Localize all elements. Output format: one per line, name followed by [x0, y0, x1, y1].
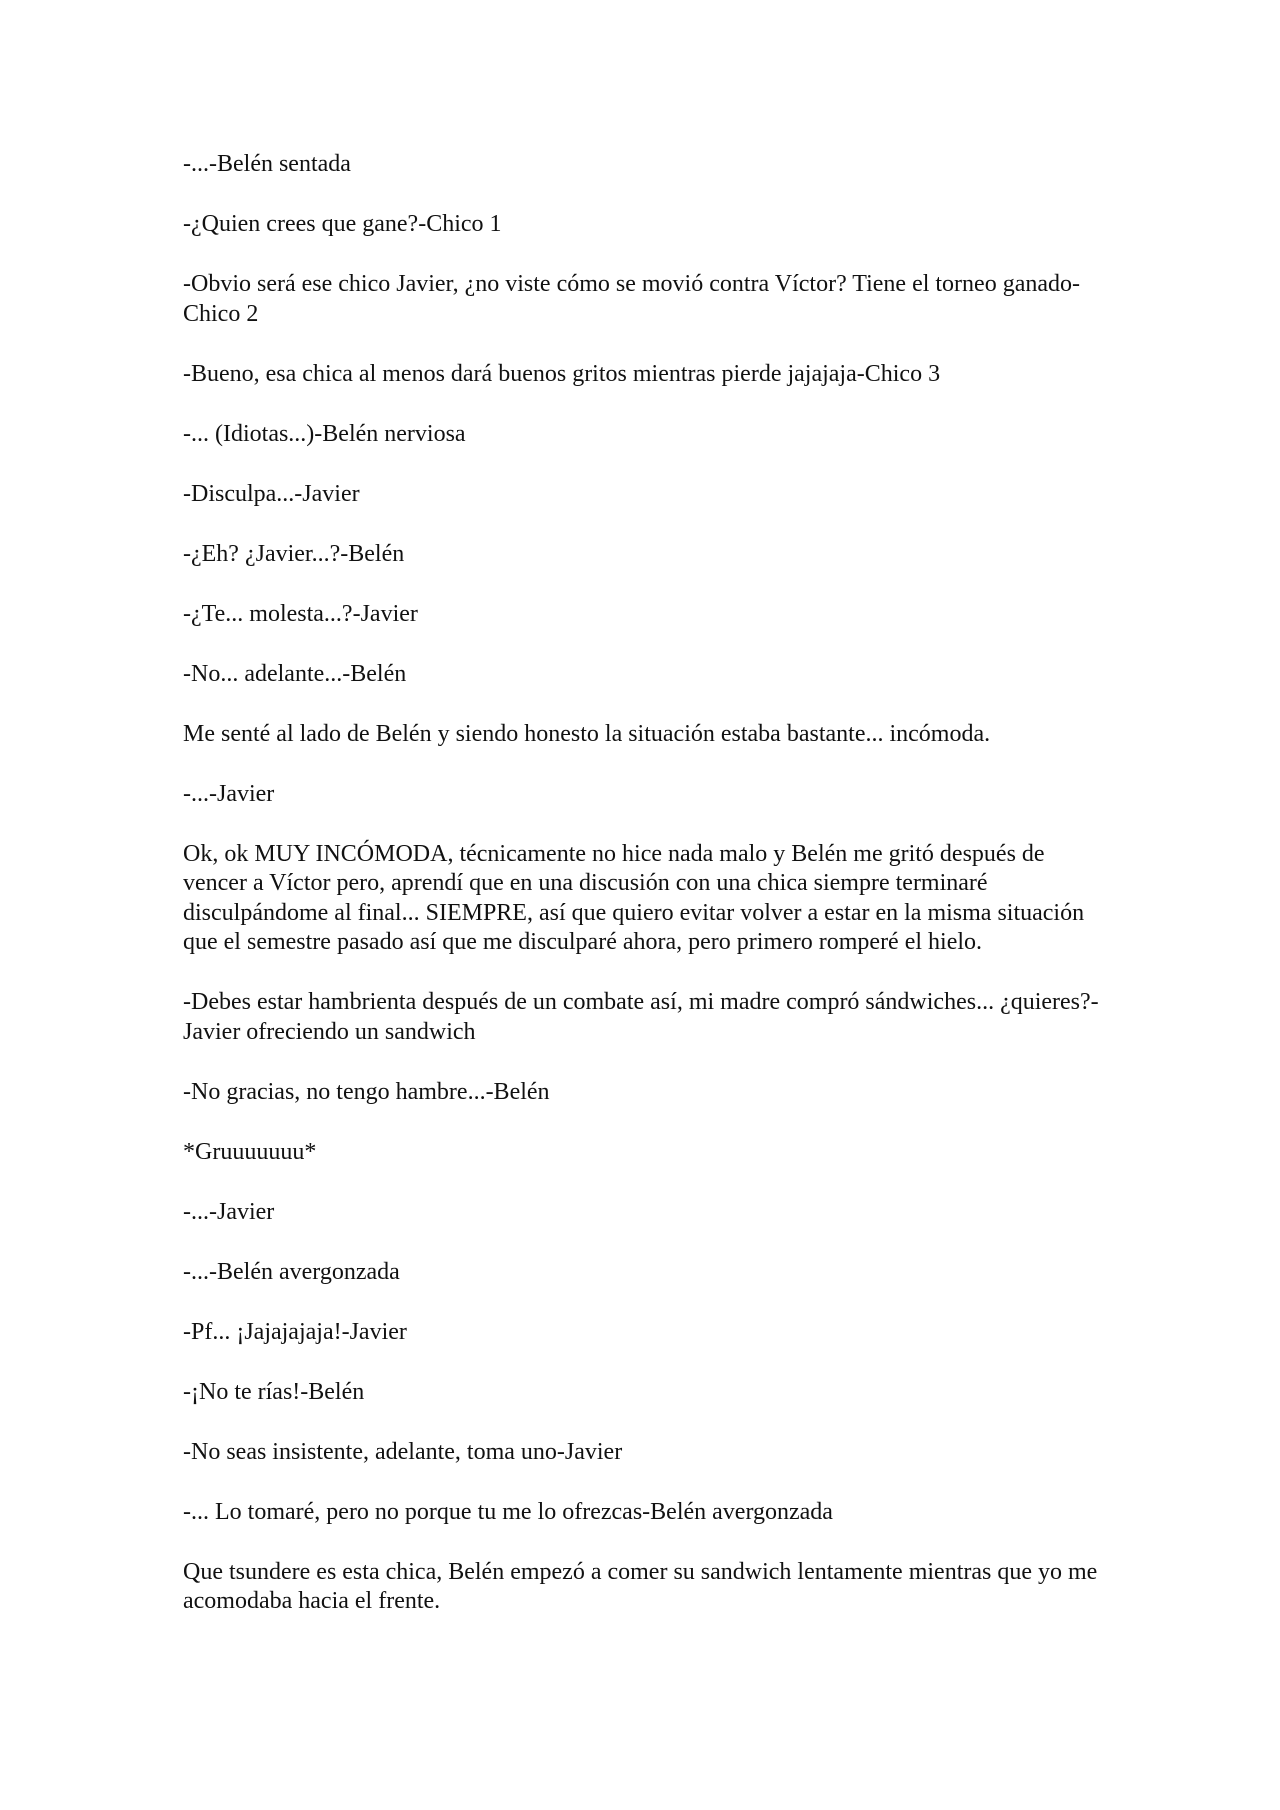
paragraph: -...-Javier: [183, 780, 275, 807]
paragraph: -¿Te... molesta...?-Javier: [183, 600, 418, 627]
paragraph: -No... adelante...-Belén: [183, 660, 407, 687]
paragraph: -¿Eh? ¿Javier...?-Belén: [183, 540, 405, 567]
paragraph: -Bueno, esa chica al menos dará buenos gritos mientras pierde jajajaja-Chico 3: [183, 360, 941, 387]
paragraph: -...-Belén avergonzada: [183, 1258, 400, 1285]
paragraph: -No seas insistente, adelante, toma uno-Javier: [183, 1438, 623, 1465]
paragraph: *Gruuuuuuu*: [183, 1138, 317, 1165]
paragraph: -...-Belén sentada: [183, 151, 351, 177]
paragraph: -... Lo tomaré, pero no porque tu me lo ofrezcas-Belén avergonzada: [183, 1498, 833, 1525]
paragraph: -...-Javier: [183, 1198, 275, 1225]
paragraph: -¡No te rías!-Belén: [183, 1378, 365, 1405]
paragraph: -No gracias, no tengo hambre...-Belén: [183, 1078, 550, 1105]
paragraph: -Obvio será ese chico Javier, ¿no viste cómo se movió contra Víctor? Tiene el torneo ganado-Chico 2: [183, 271, 1080, 327]
paragraph: Me senté al lado de Belén y siendo honesto la situación estaba bastante... incómoda.: [183, 720, 991, 747]
paragraph: Que tsundere es esta chica, Belén empezó a comer su sandwich lentamente mientras que yo me acomodaba hacia el frente.: [183, 1558, 1098, 1614]
document-text-body: [183, 150, 1103, 1647]
paragraph: -¿Quien crees que gane?-Chico 1: [183, 211, 502, 237]
paragraph: Ok, ok MUY INCÓMODA, técnicamente no hice nada malo y Belén me gritó después de vencer a Víctor pero, aprendí que en una discusión con una chica siempre terminaré disculpándome al final... SIEMPRE, así que quiero evitar volver a estar en la misma situación que el semestre pasado así que me disculparé ahora, pero primero romperé el hielo.: [183, 840, 1085, 955]
paragraph: -Disculpa...-Javier: [183, 480, 360, 507]
paragraph: -... (Idiotas...)-Belén nerviosa: [183, 420, 466, 447]
paragraph: -Pf... ¡Jajajajaja!-Javier: [183, 1318, 407, 1345]
paragraph: -Debes estar hambrienta después de un combate así, mi madre compró sándwiches... ¿quieres?-Javier ofreciendo un sandwich: [183, 989, 1099, 1045]
